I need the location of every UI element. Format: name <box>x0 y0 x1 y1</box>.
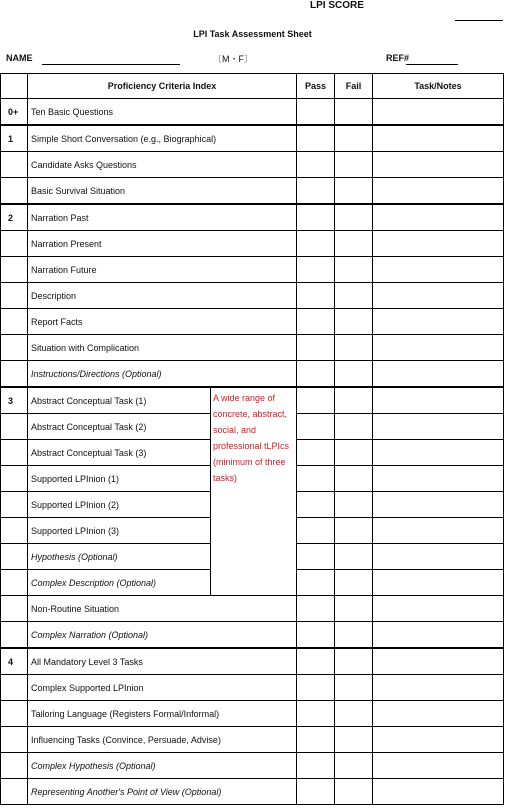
criteria-cell: Ten Basic Questions <box>28 99 297 126</box>
fail-checkbox[interactable] <box>335 518 373 544</box>
table-row <box>1 701 504 727</box>
task-notes-field[interactable] <box>373 178 504 205</box>
pass-checkbox[interactable] <box>297 99 335 126</box>
fail-checkbox[interactable] <box>335 257 373 283</box>
table-row <box>1 779 504 805</box>
criteria-cell: Abstract Conceptual Task (3) <box>28 440 211 466</box>
level-cell: 0+ <box>1 99 28 126</box>
pass-checkbox[interactable] <box>297 283 335 309</box>
pass-checkbox[interactable] <box>297 414 335 440</box>
level-cell: 1 <box>1 125 28 152</box>
pass-checkbox[interactable] <box>297 675 335 701</box>
level-cell <box>1 727 28 753</box>
level-cell <box>1 492 28 518</box>
task-notes-field[interactable] <box>373 335 504 361</box>
level-cell <box>1 309 28 335</box>
criteria-cell: Complex Description (Optional) <box>28 570 211 596</box>
fail-checkbox[interactable] <box>335 701 373 727</box>
task-notes-field[interactable] <box>373 727 504 753</box>
task-notes-field[interactable] <box>373 492 504 518</box>
table-row <box>1 231 504 257</box>
lpi-score-field[interactable] <box>455 20 503 21</box>
fail-checkbox[interactable] <box>335 648 373 675</box>
level-cell: 3 <box>1 387 28 414</box>
level-cell <box>1 283 28 309</box>
level-cell <box>1 701 28 727</box>
criteria-cell: Abstract Conceptual Task (1) <box>28 387 211 414</box>
pass-checkbox[interactable] <box>297 648 335 675</box>
level-cell <box>1 779 28 805</box>
fail-checkbox[interactable] <box>335 596 373 622</box>
fail-checkbox[interactable] <box>335 492 373 518</box>
pass-checkbox[interactable] <box>297 178 335 205</box>
fail-checkbox[interactable] <box>335 204 373 231</box>
criteria-cell: Candidate Asks Questions <box>28 152 297 178</box>
table-row <box>1 152 504 178</box>
task-notes-field[interactable] <box>373 648 504 675</box>
criteria-cell: All Mandatory Level 3 Tasks <box>28 648 297 675</box>
criteria-cell: Report Facts <box>28 309 297 335</box>
criteria-cell: Tailoring Language (Registers Formal/Informal) <box>28 701 297 727</box>
task-notes-field[interactable] <box>373 596 504 622</box>
criteria-cell: Supported LPInion (2) <box>28 492 211 518</box>
task-notes-field[interactable] <box>373 518 504 544</box>
fail-checkbox[interactable] <box>335 622 373 649</box>
table-row <box>1 648 504 675</box>
fail-checkbox[interactable] <box>335 440 373 466</box>
pass-checkbox[interactable] <box>297 753 335 779</box>
fail-checkbox[interactable] <box>335 99 373 126</box>
criteria-cell: Complex Supported LPInion <box>28 675 297 701</box>
pass-checkbox[interactable] <box>297 125 335 152</box>
pass-column-header: Pass <box>297 74 335 99</box>
task-notes-field[interactable] <box>373 622 504 649</box>
name-label: NAME <box>6 53 33 63</box>
criteria-column-header: Proficiency Criteria Index <box>28 74 297 99</box>
task-notes-field[interactable] <box>373 99 504 126</box>
pass-checkbox[interactable] <box>297 727 335 753</box>
criteria-cell: Representing Another's Point of View (Optional) <box>28 779 297 805</box>
criteria-cell: Narration Present <box>28 231 297 257</box>
criteria-cell: Narration Future <box>28 257 297 283</box>
table-row <box>1 204 504 231</box>
fail-checkbox[interactable] <box>335 466 373 492</box>
task-notes-field[interactable] <box>373 675 504 701</box>
fail-checkbox[interactable] <box>335 152 373 178</box>
table-row <box>1 387 504 414</box>
fail-checkbox[interactable] <box>335 283 373 309</box>
criteria-cell: Supported LPInion (3) <box>28 518 211 544</box>
fail-checkbox[interactable] <box>335 125 373 152</box>
lpi-score-label: LPI SCORE <box>310 0 364 11</box>
level-cell: 4 <box>1 648 28 675</box>
level-cell <box>1 257 28 283</box>
sex-selector[interactable]: 〔M・F〕 <box>213 54 253 64</box>
task-notes-field[interactable] <box>373 414 504 440</box>
criteria-cell: Simple Short Conversation (e.g., Biographical) <box>28 125 297 152</box>
task-notes-field[interactable] <box>373 466 504 492</box>
fail-checkbox[interactable] <box>335 231 373 257</box>
level-cell <box>1 361 28 388</box>
fail-checkbox[interactable] <box>335 309 373 335</box>
pass-checkbox[interactable] <box>297 152 335 178</box>
task-notes-field[interactable] <box>373 152 504 178</box>
criteria-cell: Description <box>28 283 297 309</box>
fail-checkbox[interactable] <box>335 361 373 388</box>
criteria-cell: Narration Past <box>28 204 297 231</box>
level-cell <box>1 414 28 440</box>
level-cell: 2 <box>1 204 28 231</box>
level-cell <box>1 440 28 466</box>
pass-checkbox[interactable] <box>297 335 335 361</box>
pass-checkbox[interactable] <box>297 518 335 544</box>
task-notes-field[interactable] <box>373 231 504 257</box>
pass-checkbox[interactable] <box>297 596 335 622</box>
level-cell <box>1 518 28 544</box>
level-cell <box>1 570 28 596</box>
pass-checkbox[interactable] <box>297 544 335 570</box>
criteria-cell: Complex Narration (Optional) <box>28 622 297 649</box>
table-row <box>1 622 504 649</box>
task-notes-field[interactable] <box>373 204 504 231</box>
table-row <box>1 335 504 361</box>
pass-checkbox[interactable] <box>297 779 335 805</box>
criteria-cell: Abstract Conceptual Task (2) <box>28 414 211 440</box>
fail-checkbox[interactable] <box>335 779 373 805</box>
page-title: LPI Task Assessment Sheet <box>193 29 312 39</box>
fail-column-header: Fail <box>335 74 373 99</box>
task-notes-field[interactable] <box>373 570 504 596</box>
level-cell <box>1 596 28 622</box>
pass-checkbox[interactable] <box>297 257 335 283</box>
table-header-row <box>1 74 504 99</box>
fail-checkbox[interactable] <box>335 387 373 414</box>
ref-label: REF# <box>386 53 410 63</box>
name-field[interactable] <box>42 64 180 65</box>
table-row <box>1 99 504 126</box>
pass-checkbox[interactable] <box>297 622 335 649</box>
pass-checkbox[interactable] <box>297 466 335 492</box>
assessment-table <box>0 73 504 805</box>
task-notes-field[interactable] <box>373 361 504 388</box>
criteria-cell: Non-Routine Situation <box>28 596 297 622</box>
task-notes-field[interactable] <box>373 309 504 335</box>
pass-checkbox[interactable] <box>297 492 335 518</box>
table-row <box>1 675 504 701</box>
table-row <box>1 361 504 388</box>
level-cell <box>1 466 28 492</box>
pass-checkbox[interactable] <box>297 387 335 414</box>
task-notes-field[interactable] <box>373 701 504 727</box>
task-notes-field[interactable] <box>373 440 504 466</box>
fail-checkbox[interactable] <box>335 335 373 361</box>
criteria-cell: Supported LPInion (1) <box>28 466 211 492</box>
pass-checkbox[interactable] <box>297 570 335 596</box>
pass-checkbox[interactable] <box>297 440 335 466</box>
criteria-cell: Complex Hypothesis (Optional) <box>28 753 297 779</box>
table-row <box>1 753 504 779</box>
task-notes-field[interactable] <box>373 283 504 309</box>
criteria-cell: Influencing Tasks (Convince, Persuade, Advise) <box>28 727 297 753</box>
fail-checkbox[interactable] <box>335 727 373 753</box>
fail-checkbox[interactable] <box>335 178 373 205</box>
fail-checkbox[interactable] <box>335 570 373 596</box>
level-cell <box>1 231 28 257</box>
pass-checkbox[interactable] <box>297 204 335 231</box>
pass-checkbox[interactable] <box>297 701 335 727</box>
level-cell <box>1 335 28 361</box>
notes-column-header: Task/Notes <box>373 74 504 99</box>
task-notes-field[interactable] <box>373 779 504 805</box>
level-cell <box>1 544 28 570</box>
table-row <box>1 309 504 335</box>
level-cell <box>1 152 28 178</box>
level3-note: A wide range of concrete, abstract, social, and professional tLPIcs (minimum of three tasks) <box>211 387 297 596</box>
level-cell <box>1 178 28 205</box>
pass-checkbox[interactable] <box>297 361 335 388</box>
task-notes-field[interactable] <box>373 387 504 414</box>
fail-checkbox[interactable] <box>335 753 373 779</box>
ref-field[interactable] <box>406 64 458 65</box>
fail-checkbox[interactable] <box>335 675 373 701</box>
criteria-cell: Instructions/Directions (Optional) <box>28 361 297 388</box>
task-notes-field[interactable] <box>373 753 504 779</box>
pass-checkbox[interactable] <box>297 309 335 335</box>
table-row <box>1 596 504 622</box>
level-cell <box>1 675 28 701</box>
level-cell <box>1 622 28 649</box>
task-notes-field[interactable] <box>373 257 504 283</box>
criteria-cell: Hypothesis (Optional) <box>28 544 211 570</box>
criteria-cell: Basic Survival Situation <box>28 178 297 205</box>
criteria-cell: Situation with Complication <box>28 335 297 361</box>
table-row <box>1 257 504 283</box>
table-row <box>1 283 504 309</box>
pass-checkbox[interactable] <box>297 231 335 257</box>
task-notes-field[interactable] <box>373 125 504 152</box>
table-row <box>1 178 504 205</box>
task-notes-field[interactable] <box>373 544 504 570</box>
fail-checkbox[interactable] <box>335 414 373 440</box>
fail-checkbox[interactable] <box>335 544 373 570</box>
table-row <box>1 125 504 152</box>
table-row <box>1 727 504 753</box>
level-column-header <box>1 74 28 99</box>
level-cell <box>1 753 28 779</box>
